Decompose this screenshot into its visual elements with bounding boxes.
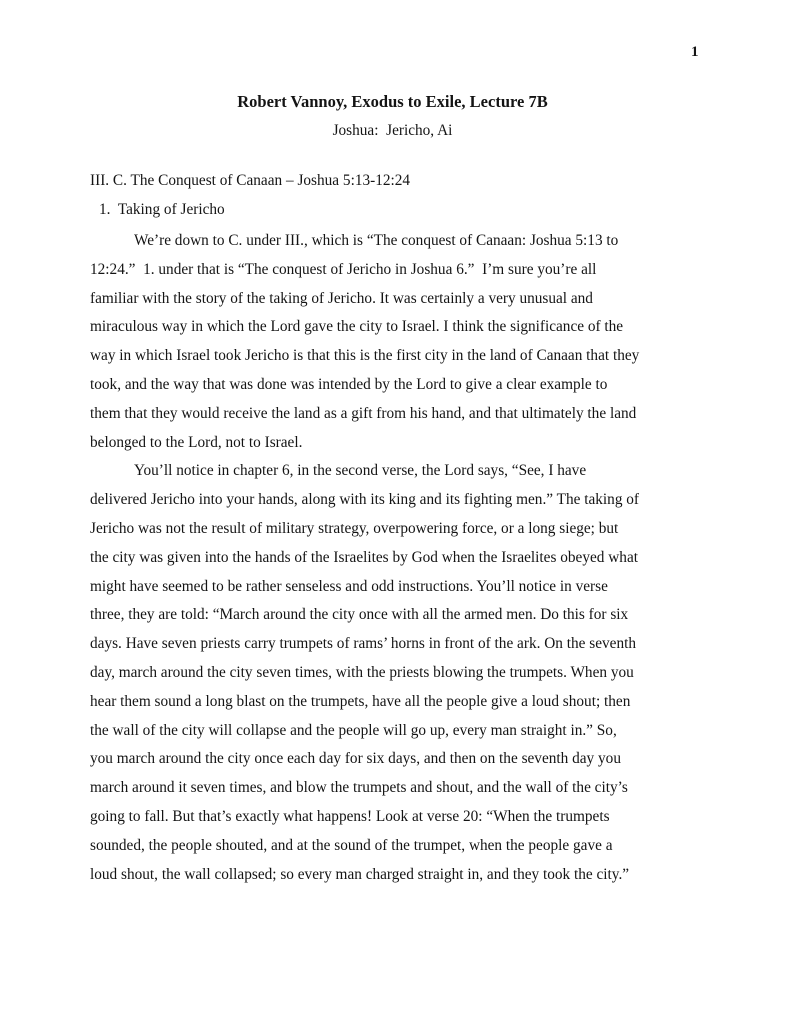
- text-line: We’re down to C. under III., which is “The conquest of Canaan: Joshua 5:13 to: [134, 232, 619, 249]
- text-line: loud shout, the wall collapsed; so every man charged straight in, and they took the city.”: [90, 865, 630, 883]
- text-line: you march around the city once each day for six days, and then on the seventh day you: [90, 750, 621, 768]
- text-line: march around it seven times, and blow the trumpets and shout, and the wall of the city’s: [90, 779, 628, 797]
- text-line: familiar with the story of the taking of Jericho. It was certainly a very unusual and: [90, 289, 593, 307]
- subsection-heading: 1. Taking of Jericho: [99, 201, 225, 218]
- text-line: three, they are told: “March around the city once with all the armed men. Do this for six: [90, 606, 629, 624]
- paragraph: [90, 227, 695, 457]
- text-line: day, march around the city seven times, with the priests blowing the trumpets. When you: [90, 663, 634, 681]
- text-line: days. Have seven priests carry trumpets of rams’ horns in front of the ark. On the seventh: [90, 635, 636, 653]
- section-heading: III. C. The Conquest of Canaan – Joshua 5:13-12:24: [90, 172, 411, 189]
- text-line: going to fall. But that’s exactly what happens! Look at verse 20: “When the trumpets: [90, 807, 610, 825]
- text-line: belonged to the Lord, not to Israel.: [90, 433, 303, 451]
- text-line: them that they would receive the land as a gift from his hand, and that ultimately the land: [90, 404, 637, 422]
- text-line: miraculous way in which the Lord gave the city to Israel. I think the significance of the: [90, 318, 624, 336]
- lecture-subtitle: Joshua: Jericho, Ai: [332, 122, 453, 139]
- page-number: 1: [691, 44, 699, 60]
- body-text: [90, 227, 695, 889]
- text-line: sounded, the people shouted, and at the sound of the trumpet, when the people gave a: [90, 836, 613, 854]
- paragraph: [90, 457, 695, 889]
- text-line: way in which Israel took Jericho is that this is the first city in the land of Canaan that they: [90, 347, 640, 365]
- text-line: Jericho was not the result of military strategy, overpowering force, or a long siege; but: [90, 519, 619, 537]
- text-line: the wall of the city will collapse and the people will go up, every man straight in.” So,: [90, 721, 617, 739]
- text-line: 12:24.” 1. under that is “The conquest of Jericho in Joshua 6.” I’m sure you’re all: [90, 260, 597, 278]
- text-line: might have seemed to be rather senseless and odd instructions. You’ll notice in verse: [90, 577, 608, 595]
- text-line: took, and the way that was done was intended by the Lord to give a clear example to: [90, 375, 608, 393]
- text-line: You’ll notice in chapter 6, in the second verse, the Lord says, “See, I have: [134, 462, 587, 480]
- text-line: the city was given into the hands of the Israelites by God when the Israelites obeyed what: [90, 548, 638, 566]
- text-line: hear them sound a long blast on the trumpets, have all the people give a loud shout; then: [90, 692, 631, 710]
- text-line: delivered Jericho into your hands, along with its king and its fighting men.” The taking of: [90, 491, 640, 509]
- lecture-title: Robert Vannoy, Exodus to Exile, Lecture 7B: [237, 92, 548, 111]
